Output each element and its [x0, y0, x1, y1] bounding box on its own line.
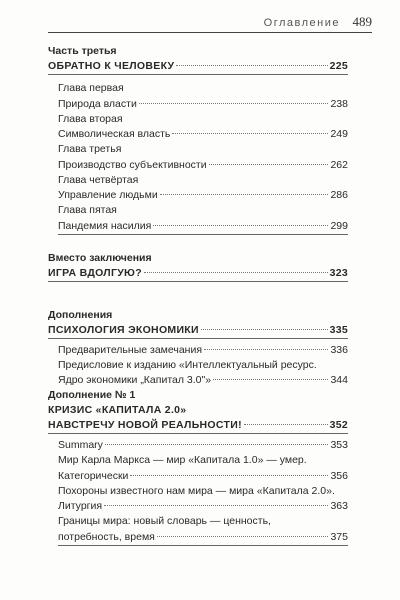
toc-entry[interactable]: [48, 373, 348, 388]
chapter-title: Производство субъективности: [58, 158, 207, 171]
leader-dots: [201, 329, 328, 330]
toc-entry[interactable]: [48, 530, 348, 545]
entry-page: 344: [330, 374, 348, 386]
toc-entry[interactable]: [48, 438, 348, 453]
entry-page: 238: [330, 97, 348, 110]
entry-page: 356: [330, 469, 348, 482]
part-title: ОБРАТНО К ЧЕЛОВЕКУ: [48, 60, 175, 72]
chapter-label: Глава пятая: [58, 204, 117, 216]
entry-page: 352: [329, 419, 348, 431]
chapter-label: Глава вторая: [58, 112, 123, 125]
leader-dots: [176, 65, 327, 66]
toc-entry[interactable]: [48, 219, 348, 234]
entry-title: Ядро экономики „Капитал 3.0"»: [58, 374, 212, 386]
section-label: Дополнения: [48, 308, 113, 321]
section-title: ПСИХОЛОГИЯ ЭКОНОМИКИ: [48, 323, 199, 336]
toc-entry[interactable]: [48, 499, 348, 514]
chapter-label: Глава первая: [58, 82, 124, 94]
entry-page: 262: [330, 158, 348, 171]
entry-page: 363: [330, 500, 348, 512]
entry-page: 336: [330, 343, 348, 356]
leader-dots: [104, 505, 328, 506]
entry-title: Литургия: [58, 500, 103, 512]
entry-title: Категорически: [58, 469, 129, 482]
header-title: Оглавление: [263, 17, 340, 29]
toc-entry[interactable]: [48, 97, 348, 112]
leader-dots: [172, 133, 328, 134]
leader-dots: [157, 536, 329, 537]
chapter-title: Управление людьми: [58, 189, 158, 201]
entry-title-line: Предисловие к изданию «Интеллектуальный ресурс.: [58, 358, 317, 371]
entry-title-line: Границы мира: новый словарь — ценность,: [58, 515, 271, 527]
toc-entry[interactable]: [48, 343, 348, 358]
section-title: НАВСТРЕЧУ НОВОЙ РЕАЛЬНОСТИ!: [48, 419, 242, 431]
leader-dots: [160, 194, 329, 195]
chapter-label: Глава третья: [58, 143, 122, 155]
toc-entry[interactable]: [48, 266, 348, 281]
chapter-title: Природа власти: [58, 97, 137, 110]
leader-dots: [105, 444, 329, 445]
section-title: ИГРА ВДОЛГУЮ?: [48, 266, 142, 279]
toc-entry[interactable]: [48, 469, 348, 484]
leader-dots: [130, 475, 328, 476]
entry-title-line: Похороны известного нам мира — мира «Капитала 2.0».: [58, 484, 335, 497]
leader-dots: [244, 424, 328, 425]
entry-page: 335: [329, 323, 348, 336]
leader-dots: [213, 379, 328, 380]
part-label: Часть третья: [48, 45, 117, 57]
table-of-contents: [48, 40, 348, 546]
entry-page: 299: [330, 219, 348, 232]
divider: [58, 545, 348, 546]
entry-title: Предварительные замечания: [58, 343, 203, 356]
chapter-title: Символическая власть: [58, 128, 171, 140]
section-title: КРИЗИС «КАПИТАЛА 2.0»: [48, 404, 187, 416]
section-label: Дополнение № 1: [48, 389, 136, 401]
leader-dots: [204, 349, 328, 350]
entry-page: 286: [330, 189, 348, 201]
toc-entry[interactable]: [48, 127, 348, 142]
header-rule: [48, 32, 372, 33]
leader-dots: [209, 164, 329, 165]
entry-page: 375: [330, 530, 348, 543]
leader-dots: [139, 103, 329, 104]
entry-page: 353: [330, 439, 348, 451]
entry-title: Summary: [58, 439, 103, 451]
toc-entry[interactable]: [48, 418, 348, 433]
entry-title: потребность, время: [58, 530, 155, 543]
entry-page: 225: [329, 60, 348, 72]
leader-dots: [153, 225, 328, 226]
running-header: [0, 10, 400, 34]
toc-entry[interactable]: [48, 323, 348, 338]
entry-title-line: Мир Карла Маркса — мир «Капитала 1.0» — умер.: [58, 454, 307, 466]
chapter-title: Пандемия насилия: [58, 219, 152, 232]
section-label: Вместо заключения: [48, 251, 152, 264]
toc-entry[interactable]: [48, 188, 348, 203]
chapter-label: Глава четвёртая: [58, 173, 139, 186]
section-title-line: [48, 403, 348, 418]
entry-page: 249: [330, 128, 348, 140]
page-number: 489: [352, 14, 372, 29]
toc-entry[interactable]: [48, 59, 348, 74]
toc-entry[interactable]: [48, 158, 348, 173]
leader-dots: [144, 272, 328, 273]
entry-page: 323: [329, 266, 348, 279]
